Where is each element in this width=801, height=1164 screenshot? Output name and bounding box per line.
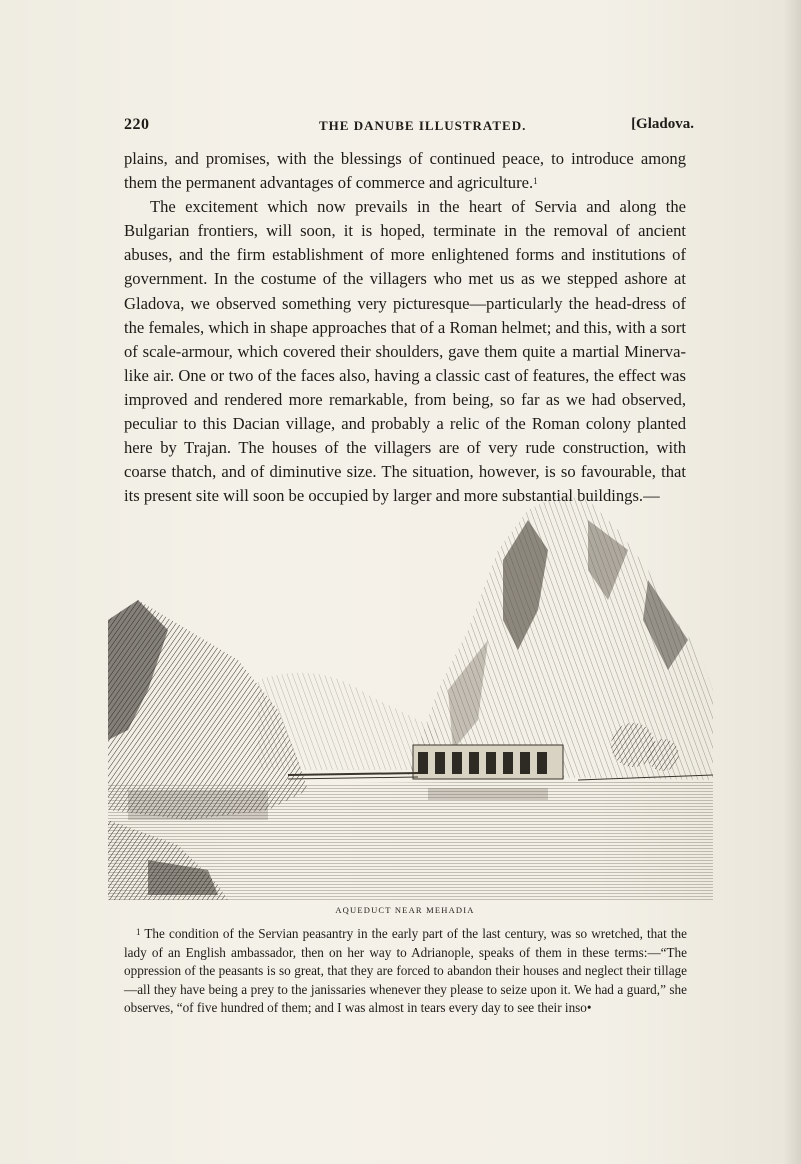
- figure-caption: AQUEDUCT NEAR MEHADIA: [335, 905, 475, 915]
- engraving-illustration: [108, 490, 718, 900]
- aqueduct-arches: [413, 745, 563, 779]
- paragraph-2: The excitement which now prevails in the heart of Servia and along the Bulgarian frontiers, will soon, it is hoped, terminate in the removal of ancient abuses, and the firm establishment of more enlightened forms and institutions of government. In the costume of the villagers who met us as we stepped ashore at Gladova, we observed something very picturesque—particularly the head-dress of the females, which in shape approaches that of a Roman helmet; and this, with a sort of scale-armour, which covered their shoulders, gave them quite a martial Minerva-like air. One or two of the faces also, having a classic cast of features, the effect was improved and rendered more remarkable, from being, so far as we had observed, peculiar to this Dacian village, and probably a relic of the Roman colony planted here by Trajan. The houses of the villagers are of very rude construction, with coarse thatch, and of diminutive size. The situation, however, is so favourable, that its present site will soon be occupied by larger and more substantial buildings.—: [124, 197, 686, 506]
- paragraph-1: [124, 147, 686, 195]
- footnote-marker: 1: [136, 927, 141, 937]
- page-number: 220: [124, 116, 150, 133]
- paragraph-1-text: plains, and promises, with the blessings of continued peace, to introduce among them the permanent advantages of commerce and agriculture.: [124, 149, 686, 193]
- section-label: [Gladova.: [631, 116, 694, 132]
- low-bridge: [288, 773, 418, 775]
- running-title: THE DANUBE ILLUSTRATED.: [319, 118, 527, 133]
- running-header: [124, 116, 694, 138]
- main-text: [124, 147, 686, 508]
- footnote-paragraph: [124, 925, 687, 1018]
- footnote-reference: 1: [533, 176, 538, 187]
- footnote: [124, 925, 687, 1018]
- aqueduct-engraving: [108, 490, 718, 900]
- page-edge-shadow: [783, 0, 801, 1164]
- footnote-text: The condition of the Servian peasantry in the early part of the last century, was so wretched, that the lady of an English ambassador, then on her way to Adrianople, speaks of them in these terms:—“The oppression of the peasants is so great, that they are forced to abandon their houses and neglect their tillage—all they have being a prey to the janissaries whenever they please to seize upon it. We had a guard,” she observes, “of five hundred of them; and I was almost in tears every day to see their inso•: [124, 926, 687, 1016]
